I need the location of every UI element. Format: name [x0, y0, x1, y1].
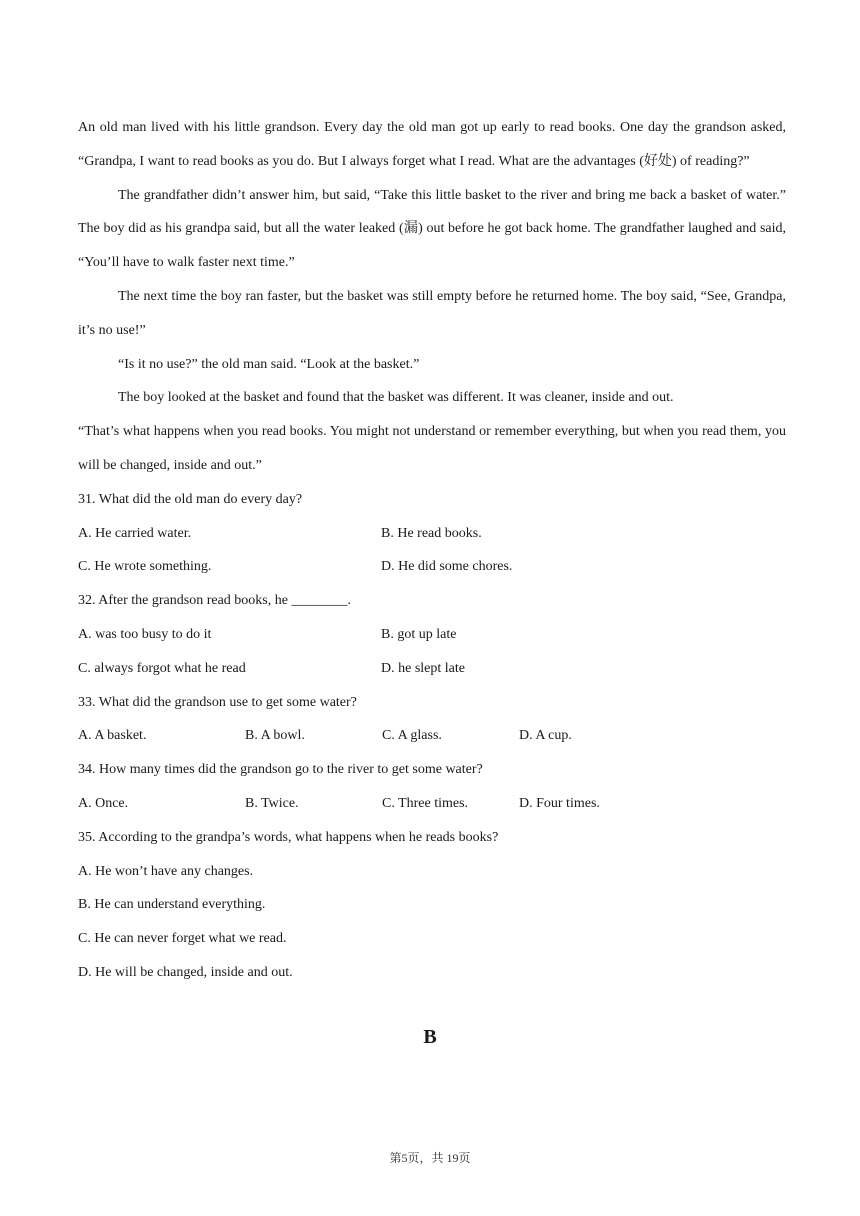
question-32-options-row-2: [78, 652, 786, 686]
passage-paragraph-5: The boy looked at the basket and found that the basket was different. It was cleaner, inside and out.: [118, 390, 674, 406]
question-33-options-row: [78, 719, 786, 753]
question-31-options-row-2: [78, 550, 786, 584]
question-31-option-a: A. He carried water.: [78, 525, 192, 541]
question-33-stem: 33. What did the grandson use to get some water?: [78, 694, 357, 710]
question-33-option-b: B. A bowl.: [245, 728, 305, 744]
question-35-option-b: B. He can understand everything.: [78, 897, 266, 913]
question-35-option-d: D. He will be changed, inside and out.: [78, 964, 293, 980]
question-32-option-b: B. got up late: [381, 626, 457, 642]
question-34-option-d: D. Four times.: [519, 795, 600, 811]
question-33-option-d: D. A cup.: [519, 728, 572, 744]
question-34-option-b: B. Twice.: [245, 795, 299, 811]
question-32-option-c: C. always forgot what he read: [78, 660, 246, 676]
question-31-option-c: C. He wrote something.: [78, 559, 212, 575]
reading-content: [78, 111, 786, 990]
passage-paragraph-1: An old man lived with his little grandson. Every day the old man got up early to read books. One day the grandson asked, “Grandpa, I want to read books as you do. But I always forget what I read. What are the advantages (好处) of reading?”: [78, 120, 786, 169]
question-35-stem: 35. According to the grandpa’s words, what happens when he reads books?: [78, 829, 499, 845]
question-31-options-row-1: [78, 517, 786, 551]
question-34-stem: 34. How many times did the grandson go to the river to get some water?: [78, 762, 483, 778]
passage-paragraph-6: “That’s what happens when you read books. You might not understand or remember everything, but when you read them, you will be changed, inside and out.”: [78, 424, 786, 473]
question-32-option-d: D. he slept late: [381, 660, 465, 676]
question-32-stem: 32. After the grandson read books, he ________.: [78, 593, 351, 609]
question-35-option-a: A. He won’t have any changes.: [78, 863, 254, 879]
question-35-option-c: C. He can never forget what we read.: [78, 931, 287, 947]
question-32-options-row-1: [78, 618, 786, 652]
section-heading-b: B: [423, 1026, 437, 1048]
question-31-option-b: B. He read books.: [381, 525, 482, 541]
question-34-option-c: C. Three times.: [382, 795, 469, 811]
question-31-option-d: D. He did some chores.: [381, 559, 513, 575]
question-34-option-a: A. Once.: [78, 795, 129, 811]
question-34-options-row: [78, 787, 786, 821]
question-31-stem: 31. What did the old man do every day?: [78, 491, 303, 507]
question-32-option-a: A. was too busy to do it: [78, 626, 212, 642]
passage-paragraph-4: “Is it no use?” the old man said. “Look at the basket.”: [118, 356, 420, 372]
page-footer: 第5页，共 19页: [389, 1151, 471, 1165]
question-33-option-c: C. A glass.: [382, 728, 442, 744]
question-33-option-a: A. A basket.: [78, 728, 147, 744]
passage-paragraph-2: The grandfather didn’t answer him, but said, “Take this little basket to the river and bring me back a basket of water.” The boy did as his grandpa said, but all the water leaked (漏) out before he got back home. The grandfather laughed and said, “You’ll have to walk faster next time.”: [78, 187, 786, 271]
passage-paragraph-3: The next time the boy ran faster, but the basket was still empty before he returned home. The boy said, “See, Grandpa, it’s no use!”: [78, 288, 786, 338]
